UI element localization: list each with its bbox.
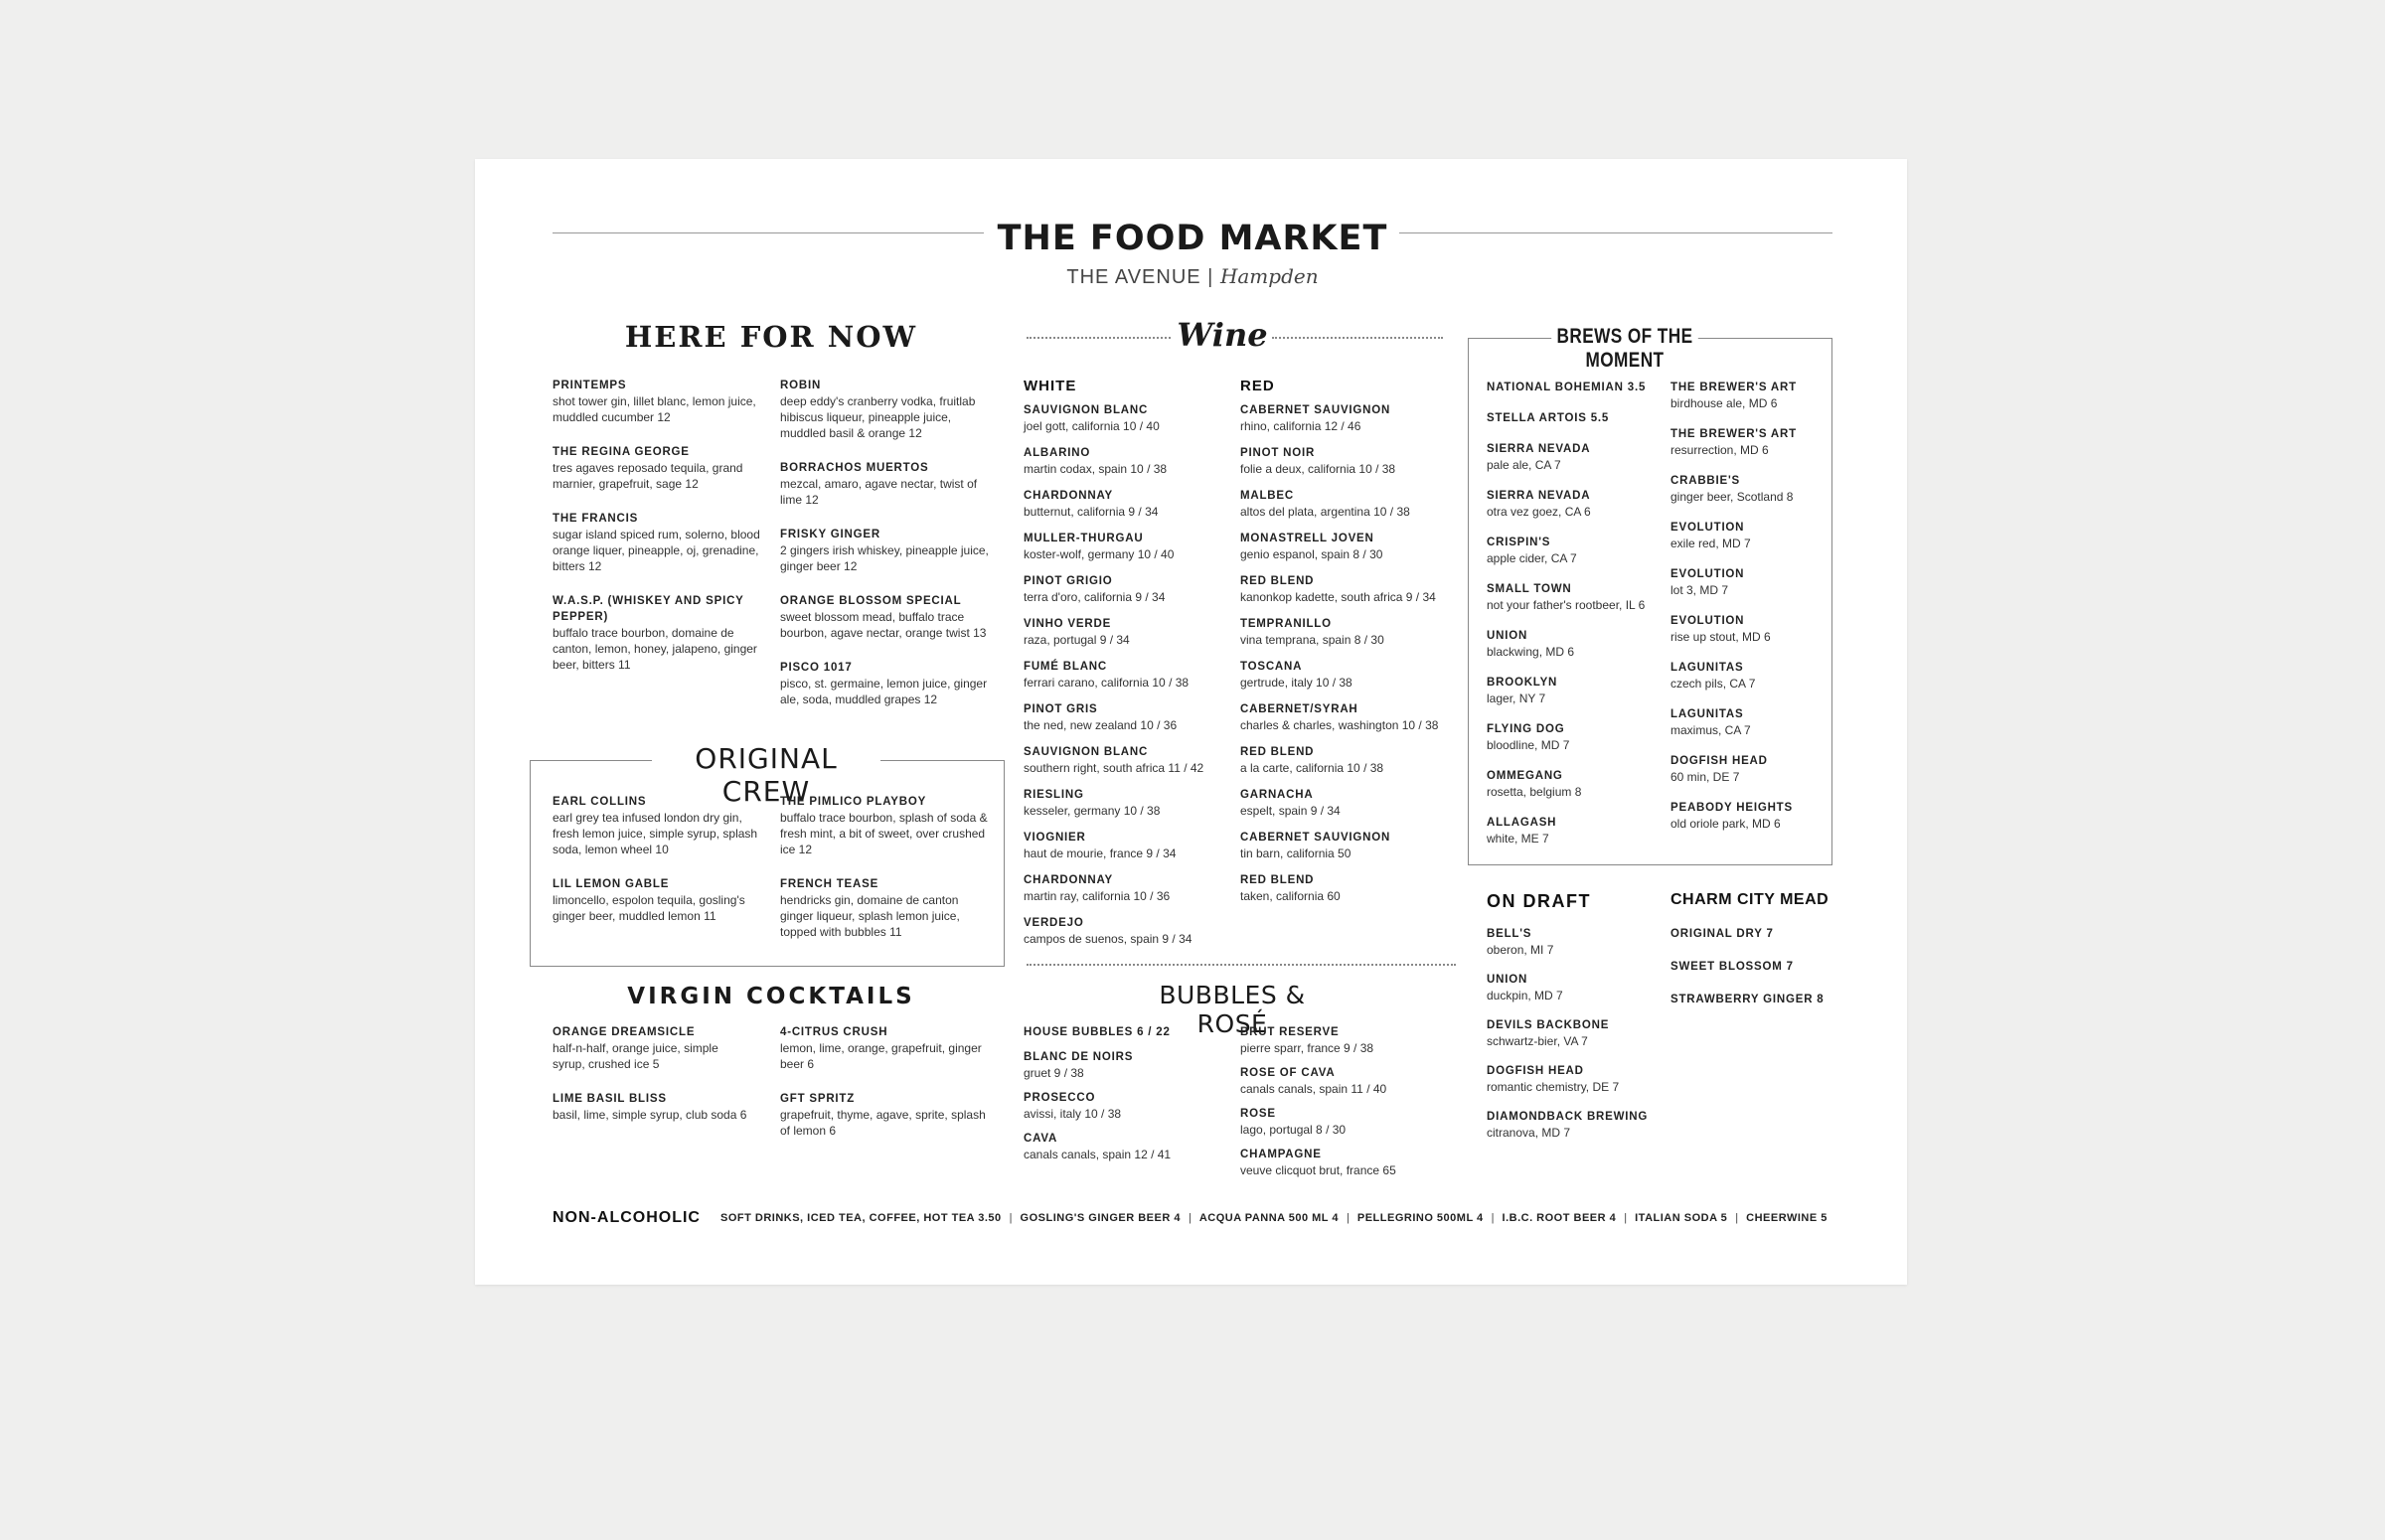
white-wine-item-description: southern right, south africa 11 / 42 bbox=[1024, 761, 1204, 775]
brew-item-description: blackwing, MD 6 bbox=[1487, 645, 1575, 659]
white-wine-item bbox=[1024, 787, 1232, 819]
here-for-now-item-name: PRINTEMPS bbox=[553, 380, 627, 391]
white-wine-item-description: ferrari carano, california 10 / 38 bbox=[1024, 676, 1190, 690]
brew-item-description: maximus, CA 7 bbox=[1670, 723, 1751, 737]
virgin-cocktail-item-name: LIME BASIL BLISS bbox=[553, 1093, 667, 1105]
virgin-cocktail-item-description: half-n-half, orange juice, simple syrup, crushed ice 5 bbox=[553, 1041, 718, 1071]
brew-item bbox=[1487, 441, 1666, 473]
brew-item-description: otra vez goez, CA 6 bbox=[1487, 505, 1591, 519]
brews-column-2 bbox=[1670, 380, 1829, 847]
red-wine-item-name: MONASTRELL JOVEN bbox=[1240, 533, 1374, 544]
bubbles-item-name: ROSE OF CAVA bbox=[1240, 1067, 1336, 1079]
original-crew-item-description: buffalo trace bourbon, splash of soda & fresh mint, a bit of sweet, over crushed ice 12 bbox=[780, 811, 988, 856]
white-wine-item bbox=[1024, 830, 1232, 861]
here-for-now-item bbox=[780, 593, 999, 641]
here-for-now-item bbox=[780, 460, 999, 508]
non-alcoholic-entry: ITALIAN SODA 5 bbox=[1635, 1212, 1728, 1224]
subtitle-avenue: THE AVENUE bbox=[1066, 266, 1201, 288]
here-for-now-item-name: FRISKY GINGER bbox=[780, 529, 880, 540]
non-alcoholic-separator: | bbox=[1347, 1212, 1350, 1224]
non-alcoholic-separator: | bbox=[1491, 1212, 1495, 1224]
mead-item-name: SWEET BLOSSOM 7 bbox=[1670, 961, 1794, 973]
here-for-now-item-name: W.A.S.P. (WHISKEY AND SPICY PEPPER) bbox=[553, 595, 744, 623]
brew-item bbox=[1670, 520, 1829, 551]
red-wine-item bbox=[1240, 573, 1461, 605]
red-wine-item-name: RED BLEND bbox=[1240, 575, 1315, 587]
bubbles-title: BUBBLES & ROSÉ bbox=[1159, 981, 1306, 1038]
here-for-now-item bbox=[553, 444, 767, 492]
here-for-now-item-description: deep eddy's cranberry vodka, fruitlab hibiscus liqueur, pineapple juice, muddled basil & orange 12 bbox=[780, 394, 976, 440]
red-wine-item bbox=[1240, 402, 1461, 434]
non-alcoholic-row bbox=[553, 1209, 1834, 1227]
brew-item-name: UNION bbox=[1487, 630, 1528, 642]
original-crew-item bbox=[553, 876, 771, 924]
virgin-cocktail-item bbox=[780, 1024, 989, 1072]
brew-item bbox=[1670, 800, 1829, 832]
non-alcoholic-separator: | bbox=[1188, 1212, 1192, 1224]
bubbles-item-description: veuve clicquot brut, france 65 bbox=[1240, 1163, 1396, 1177]
red-wine-item-name: RED BLEND bbox=[1240, 874, 1315, 886]
bubbles-item-name: PROSECCO bbox=[1024, 1092, 1096, 1104]
brew-item-name: SMALL TOWN bbox=[1487, 583, 1572, 595]
red-wine-item-description: folie a deux, california 10 / 38 bbox=[1240, 462, 1396, 476]
draft-item-name: DEVILS BACKBONE bbox=[1487, 1019, 1610, 1031]
brew-item bbox=[1670, 660, 1829, 692]
brew-item-name: CRISPIN'S bbox=[1487, 537, 1551, 548]
restaurant-title: THE FOOD MARKET bbox=[997, 219, 1388, 258]
brew-item-description: old oriole park, MD 6 bbox=[1670, 817, 1781, 831]
brew-item-name: CRABBIE'S bbox=[1670, 475, 1740, 487]
red-wine-item-description: espelt, spain 9 / 34 bbox=[1240, 804, 1341, 818]
header-rule-right bbox=[1399, 232, 1832, 233]
here-for-now-item-name: THE FRANCIS bbox=[553, 513, 639, 525]
brew-item-name: ALLAGASH bbox=[1487, 817, 1557, 829]
virgin-cocktail-item-description: lemon, lime, orange, grapefruit, ginger beer 6 bbox=[780, 1041, 982, 1071]
brew-item bbox=[1487, 535, 1666, 566]
wine-title: Wine bbox=[1177, 316, 1268, 354]
non-alcoholic-entry: SOFT DRINKS, ICED TEA, COFFEE, HOT TEA 3.50 bbox=[719, 1212, 1002, 1224]
white-wine-item-name: MULLER-THURGAU bbox=[1024, 533, 1144, 544]
red-wine-item bbox=[1240, 488, 1461, 520]
brew-item-name: EVOLUTION bbox=[1670, 615, 1745, 627]
red-wine-item bbox=[1240, 701, 1461, 733]
draft-item-name: BELL'S bbox=[1487, 928, 1532, 940]
brew-item bbox=[1487, 815, 1666, 847]
white-wine-item-description: the ned, new zealand 10 / 36 bbox=[1024, 718, 1178, 732]
header-rule-left bbox=[553, 232, 984, 233]
here-for-now-item-description: buffalo trace bourbon, domaine de canton, lemon, honey, jalapeno, ginger beer, bitters 11 bbox=[553, 626, 757, 672]
white-wine-item-description: kesseler, germany 10 / 38 bbox=[1024, 804, 1161, 818]
brew-item-description: 60 min, DE 7 bbox=[1670, 770, 1740, 784]
wine-dots-left bbox=[1027, 337, 1171, 339]
draft-item-name: DIAMONDBACK BREWING bbox=[1487, 1111, 1649, 1123]
brew-item-description: resurrection, MD 6 bbox=[1670, 443, 1769, 457]
brew-item-name: DOGFISH HEAD bbox=[1670, 755, 1768, 767]
non-alcoholic-entry: I.B.C. ROOT BEER 4 bbox=[1502, 1212, 1617, 1224]
draft-item bbox=[1487, 926, 1666, 958]
non-alcoholic-separator: | bbox=[1735, 1212, 1739, 1224]
original-crew-item-name: EARL COLLINS bbox=[553, 796, 647, 808]
original-crew-item bbox=[553, 794, 771, 857]
original-crew-item-name: LIL LEMON GABLE bbox=[553, 878, 670, 890]
here-for-now-item-name: ROBIN bbox=[780, 380, 822, 391]
white-wine-item-name: RIESLING bbox=[1024, 789, 1084, 801]
brew-item-name: EVOLUTION bbox=[1670, 522, 1745, 534]
original-crew-item-description: limoncello, espolon tequila, gosling's ginger beer, muddled lemon 11 bbox=[553, 893, 745, 923]
brew-item bbox=[1670, 426, 1829, 458]
here-for-now-item-description: pisco, st. germaine, lemon juice, ginger ale, soda, muddled grapes 12 bbox=[780, 677, 988, 706]
white-wine-item bbox=[1024, 744, 1232, 776]
non-alcoholic-entry: ACQUA PANNA 500 ML 4 bbox=[1198, 1212, 1340, 1224]
brew-item-name: THE BREWER'S ART bbox=[1670, 428, 1797, 440]
brew-item bbox=[1670, 473, 1829, 505]
brew-item-name: EVOLUTION bbox=[1670, 568, 1745, 580]
red-wine-heading: RED bbox=[1240, 378, 1275, 394]
brew-item-name: SIERRA NEVADA bbox=[1487, 490, 1591, 502]
red-wine-item bbox=[1240, 872, 1461, 904]
brew-item bbox=[1487, 721, 1666, 753]
white-wine-item bbox=[1024, 701, 1232, 733]
bubbles-item-name: BLANC DE NOIRS bbox=[1024, 1051, 1134, 1063]
brew-item bbox=[1670, 380, 1829, 411]
brew-item bbox=[1670, 613, 1829, 645]
virgin-cocktail-item bbox=[553, 1024, 751, 1072]
white-wine-item-description: haut de mourie, france 9 / 34 bbox=[1024, 847, 1177, 860]
mead-item-name: ORIGINAL DRY 7 bbox=[1670, 928, 1774, 940]
white-wine-item-description: butternut, california 9 / 34 bbox=[1024, 505, 1159, 519]
non-alcoholic-entry: PELLEGRINO 500ML 4 bbox=[1356, 1212, 1484, 1224]
red-wine-column bbox=[1240, 378, 1461, 915]
bubbles-dots bbox=[1027, 964, 1456, 966]
draft-item-description: romantic chemistry, DE 7 bbox=[1487, 1080, 1620, 1094]
virgin-cocktails-column-2 bbox=[780, 1024, 989, 1157]
draft-item bbox=[1487, 972, 1666, 1003]
here-for-now-item-description: 2 gingers irish whiskey, pineapple juice, ginger beer 12 bbox=[780, 543, 989, 573]
red-wine-item-description: altos del plata, argentina 10 / 38 bbox=[1240, 505, 1410, 519]
original-crew-item-description: earl grey tea infused london dry gin, fresh lemon juice, simple syrup, splash soda, lemon wheel 10 bbox=[553, 811, 758, 856]
subtitle-hampden: Hampden bbox=[1219, 264, 1319, 288]
red-wine-item-description: tin barn, california 50 bbox=[1240, 847, 1352, 860]
brew-item-name: LAGUNITAS bbox=[1670, 708, 1744, 720]
brew-item-name: PEABODY HEIGHTS bbox=[1670, 802, 1793, 814]
bubbles-item-description: canals canals, spain 12 / 41 bbox=[1024, 1148, 1172, 1161]
charm-city-mead-title: CHARM CITY MEAD bbox=[1670, 891, 1829, 908]
red-wine-item bbox=[1240, 787, 1461, 819]
brew-item bbox=[1487, 488, 1666, 520]
red-wine-item-description: genio espanol, spain 8 / 30 bbox=[1240, 547, 1383, 561]
white-wine-item-description: martin ray, california 10 / 36 bbox=[1024, 889, 1171, 903]
red-wine-item bbox=[1240, 616, 1461, 648]
brews-column-1 bbox=[1487, 380, 1666, 861]
brew-item-name: STELLA ARTOIS 5.5 bbox=[1487, 412, 1610, 424]
white-wine-item bbox=[1024, 488, 1232, 520]
here-for-now-item bbox=[553, 593, 767, 673]
bubbles-item-name: CAVA bbox=[1024, 1133, 1058, 1145]
red-wine-item-name: CABERNET SAUVIGNON bbox=[1240, 404, 1391, 416]
brew-item-name: NATIONAL BOHEMIAN 3.5 bbox=[1487, 382, 1647, 393]
virgin-cocktail-item-name: ORANGE DREAMSICLE bbox=[553, 1026, 696, 1038]
white-wine-item bbox=[1024, 659, 1232, 691]
red-wine-item bbox=[1240, 531, 1461, 562]
red-wine-item-name: CABERNET SAUVIGNON bbox=[1240, 832, 1391, 844]
draft-item bbox=[1487, 1063, 1666, 1095]
charm-city-mead-column bbox=[1670, 926, 1829, 1024]
white-wine-item bbox=[1024, 915, 1232, 947]
non-alcoholic-label: NON-ALCOHOLIC bbox=[553, 1209, 701, 1226]
here-for-now-item-description: tres agaves reposado tequila, grand marnier, grapefruit, sage 12 bbox=[553, 461, 743, 491]
brew-item-name: OMMEGANG bbox=[1487, 770, 1563, 782]
here-for-now-column-2 bbox=[780, 378, 999, 726]
white-wine-item-name: SAUVIGNON BLANC bbox=[1024, 404, 1149, 416]
brew-item-description: ginger beer, Scotland 8 bbox=[1670, 490, 1794, 504]
red-wine-item-description: rhino, california 12 / 46 bbox=[1240, 419, 1361, 433]
draft-item bbox=[1487, 1109, 1666, 1141]
brew-item-description: lot 3, MD 7 bbox=[1670, 583, 1729, 597]
red-wine-item-name: TEMPRANILLO bbox=[1240, 618, 1332, 630]
white-wine-item bbox=[1024, 402, 1232, 434]
white-wine-column bbox=[1024, 378, 1232, 958]
brew-item-name: FLYING DOG bbox=[1487, 723, 1565, 735]
red-wine-item-description: charles & charles, washington 10 / 38 bbox=[1240, 718, 1439, 732]
mead-item bbox=[1670, 992, 1829, 1007]
virgin-cocktail-item-description: grapefruit, thyme, agave, sprite, splash of lemon 6 bbox=[780, 1108, 986, 1138]
white-wine-item-description: joel gott, california 10 / 40 bbox=[1024, 419, 1160, 433]
brews-title: BREWS OF THE MOMENT bbox=[1551, 325, 1698, 373]
draft-item bbox=[1487, 1017, 1666, 1049]
virgin-cocktail-item-name: 4-CITRUS CRUSH bbox=[780, 1026, 888, 1038]
here-for-now-item-description: sugar island spiced rum, solerno, blood orange liquer, pineapple, oj, grenadine, bitters 12 bbox=[553, 528, 760, 573]
white-wine-item-name: PINOT GRIGIO bbox=[1024, 575, 1113, 587]
draft-item-description: citranova, MD 7 bbox=[1487, 1126, 1571, 1140]
red-wine-item-name: GARNACHA bbox=[1240, 789, 1314, 801]
red-wine-item-name: PINOT NOIR bbox=[1240, 447, 1316, 459]
brew-item-name: SIERRA NEVADA bbox=[1487, 443, 1591, 455]
here-for-now-item-name: ORANGE BLOSSOM SPECIAL bbox=[780, 595, 962, 607]
red-wine-item-name: MALBEC bbox=[1240, 490, 1294, 502]
brew-item bbox=[1487, 581, 1666, 613]
virgin-cocktail-item-description: basil, lime, simple syrup, club soda 6 bbox=[553, 1108, 747, 1122]
original-crew-column-2 bbox=[780, 794, 994, 959]
here-for-now-item bbox=[780, 527, 999, 574]
white-wine-item-name: FUMÉ BLANC bbox=[1024, 661, 1108, 673]
red-wine-item bbox=[1240, 445, 1461, 477]
virgin-cocktail-item bbox=[553, 1091, 751, 1123]
brew-item-description: rosetta, belgium 8 bbox=[1487, 785, 1582, 799]
brew-item-name: BROOKLYN bbox=[1487, 677, 1558, 689]
bubbles-item-name: ROSE bbox=[1240, 1108, 1276, 1120]
bubbles-item-description: canals canals, spain 11 / 40 bbox=[1240, 1082, 1387, 1096]
red-wine-item-description: gertrude, italy 10 / 38 bbox=[1240, 676, 1352, 690]
brew-item-description: birdhouse ale, MD 6 bbox=[1670, 396, 1778, 410]
original-crew-column-1 bbox=[553, 794, 771, 943]
white-wine-item bbox=[1024, 872, 1232, 904]
virgin-cocktails-title: VIRGIN COCKTAILS bbox=[627, 984, 915, 1009]
brew-item bbox=[1487, 768, 1666, 800]
white-wine-item-name: CHARDONNAY bbox=[1024, 490, 1113, 502]
white-wine-item-description: terra d'oro, california 9 / 34 bbox=[1024, 590, 1166, 604]
brew-item-description: white, ME 7 bbox=[1487, 832, 1549, 846]
non-alcoholic-entry: GOSLING'S GINGER BEER 4 bbox=[1020, 1212, 1181, 1224]
here-for-now-item bbox=[553, 378, 767, 425]
on-draft-column bbox=[1487, 926, 1666, 1155]
red-wine-item-description: a la carte, california 10 / 38 bbox=[1240, 761, 1384, 775]
bubbles-item-name: BRUT RESERVE bbox=[1240, 1026, 1340, 1038]
white-wine-item-description: martin codax, spain 10 / 38 bbox=[1024, 462, 1168, 476]
bubbles-item bbox=[1240, 1065, 1461, 1097]
bubbles-column-1 bbox=[1024, 1024, 1232, 1171]
brew-item-name: THE BREWER'S ART bbox=[1670, 382, 1797, 393]
original-crew-item-name: THE PIMLICO PLAYBOY bbox=[780, 796, 927, 808]
subtitle-divider: | bbox=[1207, 266, 1214, 288]
red-wine-item-description: taken, california 60 bbox=[1240, 889, 1341, 903]
brew-item bbox=[1670, 753, 1829, 785]
brew-item-description: apple cider, CA 7 bbox=[1487, 551, 1577, 565]
bubbles-item bbox=[1024, 1090, 1232, 1122]
original-crew-item-name: FRENCH TEASE bbox=[780, 878, 879, 890]
white-wine-item-name: PINOT GRIS bbox=[1024, 703, 1098, 715]
brew-item bbox=[1670, 706, 1829, 738]
brew-item-description: exile red, MD 7 bbox=[1670, 537, 1751, 550]
here-for-now-item bbox=[780, 378, 999, 441]
bubbles-item-description: gruet 9 / 38 bbox=[1024, 1066, 1084, 1080]
red-wine-item-name: TOSCANA bbox=[1240, 661, 1303, 673]
white-wine-item-name: VERDEJO bbox=[1024, 917, 1084, 929]
virgin-cocktail-item bbox=[780, 1091, 989, 1139]
brew-item-description: pale ale, CA 7 bbox=[1487, 458, 1561, 472]
virgin-cocktail-item-name: GFT SPRITZ bbox=[780, 1093, 856, 1105]
here-for-now-item-name: PISCO 1017 bbox=[780, 662, 853, 674]
brew-item bbox=[1487, 380, 1666, 395]
red-wine-item bbox=[1240, 659, 1461, 691]
on-draft-title: ON DRAFT bbox=[1487, 891, 1591, 911]
bubbles-item bbox=[1240, 1106, 1461, 1138]
bubbles-item-name: HOUSE BUBBLES 6 / 22 bbox=[1024, 1026, 1171, 1038]
non-alcoholic-separator: | bbox=[1624, 1212, 1628, 1224]
white-wine-item bbox=[1024, 531, 1232, 562]
red-wine-item-description: kanonkop kadette, south africa 9 / 34 bbox=[1240, 590, 1436, 604]
white-wine-item bbox=[1024, 573, 1232, 605]
original-crew-item bbox=[780, 794, 994, 857]
bubbles-column-2 bbox=[1240, 1024, 1461, 1187]
non-alcoholic-entry: CHEERWINE 5 bbox=[1746, 1212, 1828, 1224]
bubbles-item bbox=[1024, 1131, 1232, 1162]
original-crew-item-description: hendricks gin, domaine de canton ginger liqueur, splash lemon juice, topped with bubbles 11 bbox=[780, 893, 960, 939]
wine-dots-right bbox=[1272, 337, 1443, 339]
bubbles-item-description: pierre sparr, france 9 / 38 bbox=[1240, 1041, 1374, 1055]
bubbles-item bbox=[1240, 1147, 1461, 1178]
bubbles-item-name: CHAMPAGNE bbox=[1240, 1149, 1322, 1160]
brew-item-name: LAGUNITAS bbox=[1670, 662, 1744, 674]
white-wine-item-name: CHARDONNAY bbox=[1024, 874, 1113, 886]
white-wine-item bbox=[1024, 445, 1232, 477]
here-for-now-title: HERE FOR NOW bbox=[624, 320, 918, 354]
here-for-now-item bbox=[553, 511, 767, 574]
restaurant-subtitle bbox=[994, 264, 1391, 289]
here-for-now-item-description: mezcal, amaro, agave nectar, twist of lime 12 bbox=[780, 477, 978, 507]
red-wine-item-name: RED BLEND bbox=[1240, 746, 1315, 758]
white-wine-item-name: VIOGNIER bbox=[1024, 832, 1086, 844]
brew-item bbox=[1670, 566, 1829, 598]
non-alcoholic-separator: | bbox=[1009, 1212, 1013, 1224]
here-for-now-item-name: THE REGINA GEORGE bbox=[553, 446, 690, 458]
red-wine-item-name: CABERNET/SYRAH bbox=[1240, 703, 1358, 715]
brew-item bbox=[1487, 628, 1666, 660]
brew-item-description: not your father's rootbeer, IL 6 bbox=[1487, 598, 1646, 612]
virgin-cocktails-column-1 bbox=[553, 1024, 751, 1142]
white-wine-item-description: raza, portugal 9 / 34 bbox=[1024, 633, 1130, 647]
here-for-now-item-name: BORRACHOS MUERTOS bbox=[780, 462, 929, 474]
white-wine-item-description: campos de suenos, spain 9 / 34 bbox=[1024, 932, 1192, 946]
mead-item-name: STRAWBERRY GINGER 8 bbox=[1670, 994, 1825, 1005]
draft-item-name: UNION bbox=[1487, 974, 1528, 986]
white-wine-item-description: koster-wolf, germany 10 / 40 bbox=[1024, 547, 1175, 561]
red-wine-item bbox=[1240, 744, 1461, 776]
here-for-now-item-description: shot tower gin, lillet blanc, lemon juice, muddled cucumber 12 bbox=[553, 394, 756, 424]
draft-item-description: oberon, MI 7 bbox=[1487, 943, 1554, 957]
draft-item-name: DOGFISH HEAD bbox=[1487, 1065, 1584, 1077]
here-for-now-column-1 bbox=[553, 378, 767, 692]
original-crew-item bbox=[780, 876, 994, 940]
mead-item bbox=[1670, 959, 1829, 975]
bubbles-item bbox=[1024, 1024, 1232, 1040]
draft-item-description: schwartz-bier, VA 7 bbox=[1487, 1034, 1588, 1048]
bubbles-item bbox=[1024, 1049, 1232, 1081]
red-wine-item bbox=[1240, 830, 1461, 861]
white-wine-item-name: ALBARINO bbox=[1024, 447, 1091, 459]
brew-item bbox=[1487, 410, 1666, 426]
white-wine-heading: WHITE bbox=[1024, 378, 1077, 394]
brew-item bbox=[1487, 675, 1666, 706]
brew-item-description: rise up stout, MD 6 bbox=[1670, 630, 1771, 644]
white-wine-item bbox=[1024, 616, 1232, 648]
bubbles-item-description: avissi, italy 10 / 38 bbox=[1024, 1107, 1122, 1121]
white-wine-item-name: SAUVIGNON BLANC bbox=[1024, 746, 1149, 758]
brew-item-description: bloodline, MD 7 bbox=[1487, 738, 1570, 752]
brew-item-description: lager, NY 7 bbox=[1487, 692, 1546, 705]
white-wine-item-name: VINHO VERDE bbox=[1024, 618, 1112, 630]
mead-item bbox=[1670, 926, 1829, 942]
draft-item-description: duckpin, MD 7 bbox=[1487, 989, 1563, 1002]
here-for-now-item-description: sweet blossom mead, buffalo trace bourbon, agave nectar, orange twist 13 bbox=[780, 610, 987, 640]
bubbles-item-description: lago, portugal 8 / 30 bbox=[1240, 1123, 1347, 1137]
bubbles-item bbox=[1240, 1024, 1461, 1056]
red-wine-item-description: vina temprana, spain 8 / 30 bbox=[1240, 633, 1384, 647]
here-for-now-item bbox=[780, 660, 999, 707]
brew-item-description: czech pils, CA 7 bbox=[1670, 677, 1756, 691]
original-crew-title: ORIGINAL CREW bbox=[652, 742, 880, 808]
